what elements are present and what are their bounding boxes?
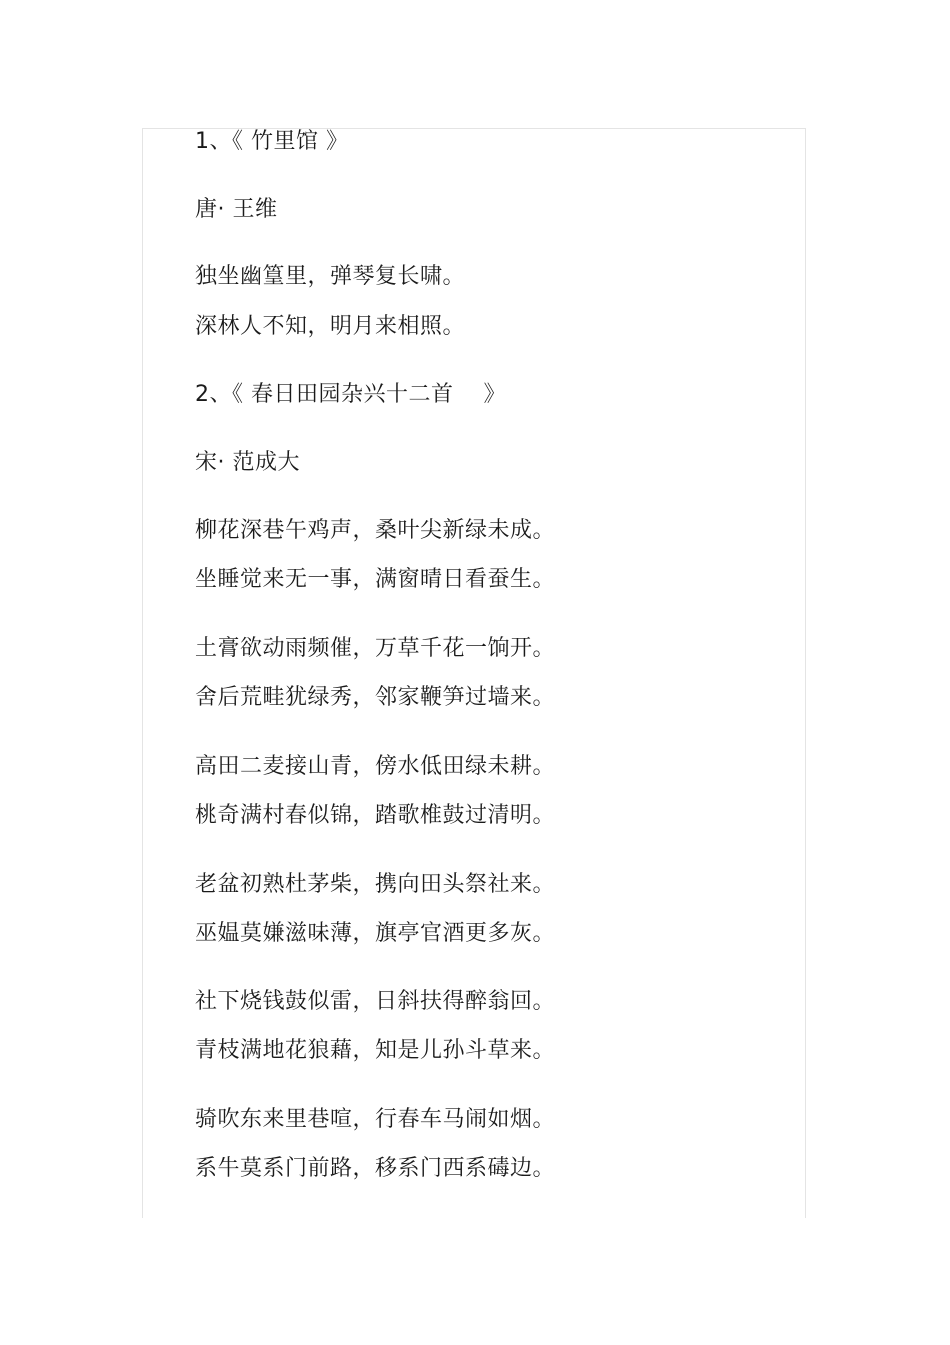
poem-2-stanza-2-line-2: 舍后荒畦犹绿秀，邻家鞭笋过墙来。 [195,685,556,710]
poem-2-stanza-6-line-1: 骑吹东来里巷喧，行春车马闹如烟。 [195,1107,556,1132]
poem-2-stanza-1-line-2: 坐睡觉来无一事，满窗晴日看蚕生。 [195,567,556,592]
poem-1-author: 唐· 王维 [195,197,278,222]
poem-1-line-1: 独坐幽篁里，弹琴复长啸。 [195,264,466,289]
poem-2-stanza-4-line-2: 巫媪莫嫌滋味薄，旗亭官酒更多灰。 [195,921,556,946]
poem-2-author: 宋· 范成大 [195,450,300,475]
poem-2-stanza-1-line-1: 柳花深巷午鸡声，桑叶尖新绿未成。 [195,518,556,543]
poem-2-stanza-5-line-1: 社下烧钱鼓似雷，日斜扶得醉翁回。 [195,989,556,1014]
poem-2-stanza-2-line-1: 土膏欲动雨频催，万草千花一饷开。 [195,636,556,661]
poem-2-heading: 2、《 春日田园杂兴十二首 》 [195,382,506,407]
poem-2-stanza-3-line-2: 桃奇满村春似锦，踏歌椎鼓过清明。 [195,803,556,828]
poem-1-line-2: 深林人不知，明月来相照。 [195,314,466,339]
poem-2-stanza-4-line-1: 老盆初熟杜茅柴，携向田头祭社来。 [195,872,556,897]
poem-2-stanza-6-line-2: 系牛莫系门前路，移系门西系碡边。 [195,1156,556,1181]
poem-2-stanza-5-line-2: 青枝满地花狼藉，知是儿孙斗草来。 [195,1038,556,1063]
poem-2-stanza-3-line-1: 高田二麦接山青，傍水低田绿未耕。 [195,754,556,779]
poem-1-heading: 1、《 竹里馆 》 [195,129,349,154]
